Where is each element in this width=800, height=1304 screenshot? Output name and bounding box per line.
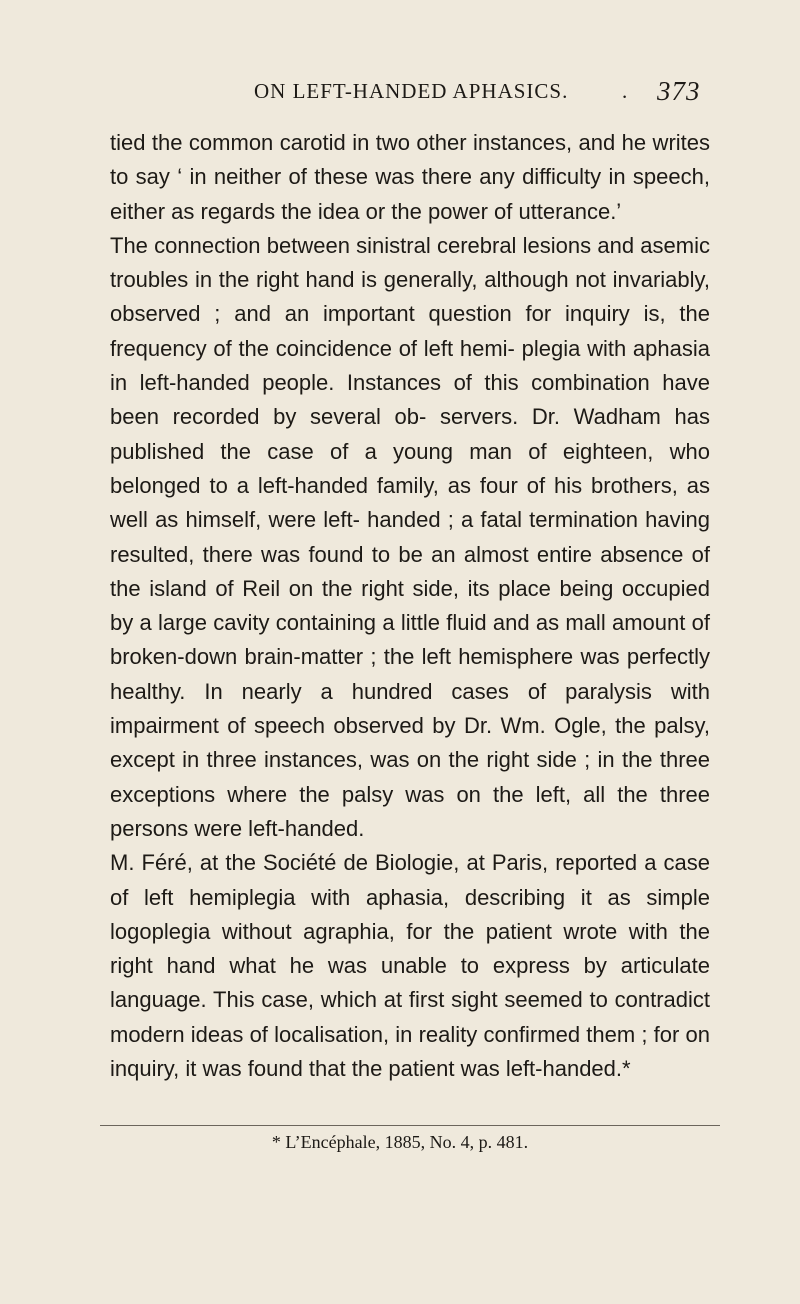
page-number: 373	[657, 76, 701, 106]
paragraph-continuation: tied the common carotid in two other instances, and he writes to say ‘ in neither of these was there any difficulty in speech, either as regards the idea or the power of utterance.’	[110, 130, 710, 224]
paragraph-sinistral-lesions: The connection between sinistral cerebral lesions and asemic troubles in the right hand is generally, although not invariably, observed ; and an important question for inquiry is, the frequency of the coincidence of left hemi- plegia with aphasia in left-handed people. Instances of this combination have been recorded by several ob- servers. Dr. Wadham has published the case of a young man of eighteen, who belonged to a left-handed family, as four of his brothers, as well as himself, were left- handed ; a fatal termination having resulted, there was found to be an almost entire absence of the island of Reil on the right side, its place being occupied by a large cavity containing a little fluid and as mall amount of broken-down brain-matter ; the left hemisphere was perfectly healthy. In nearly a hundred cases of paralysis with impairment of speech observed by Dr. Wm. Ogle, the palsy, except in three instances, was on the right side ; in the three exceptions where the palsy was on the left, all the three persons were left-handed.	[110, 232, 710, 841]
footnote-rule	[100, 1125, 720, 1126]
running-head	[100, 76, 720, 109]
running-head-separator: .	[622, 79, 628, 103]
footnote: * L’Encéphale, 1885, No. 4, p. 481.	[271, 1132, 529, 1152]
body-text	[110, 126, 710, 1086]
running-title: ON LEFT-HANDED APHASICS.	[254, 79, 569, 103]
paragraph-fere-case: M. Féré, at the Société de Biologie, at Paris, reported a case of left hemiplegia with aphasia, describing it as simple logoplegia without agraphia, for the patient wrote with the right hand what he was unable to express by articulate language. This case, which at first sight seemed to contradict modern ideas of localisation, in reality confirmed them ; for on inquiry, it was found that the patient was left-handed.*	[110, 850, 710, 1082]
